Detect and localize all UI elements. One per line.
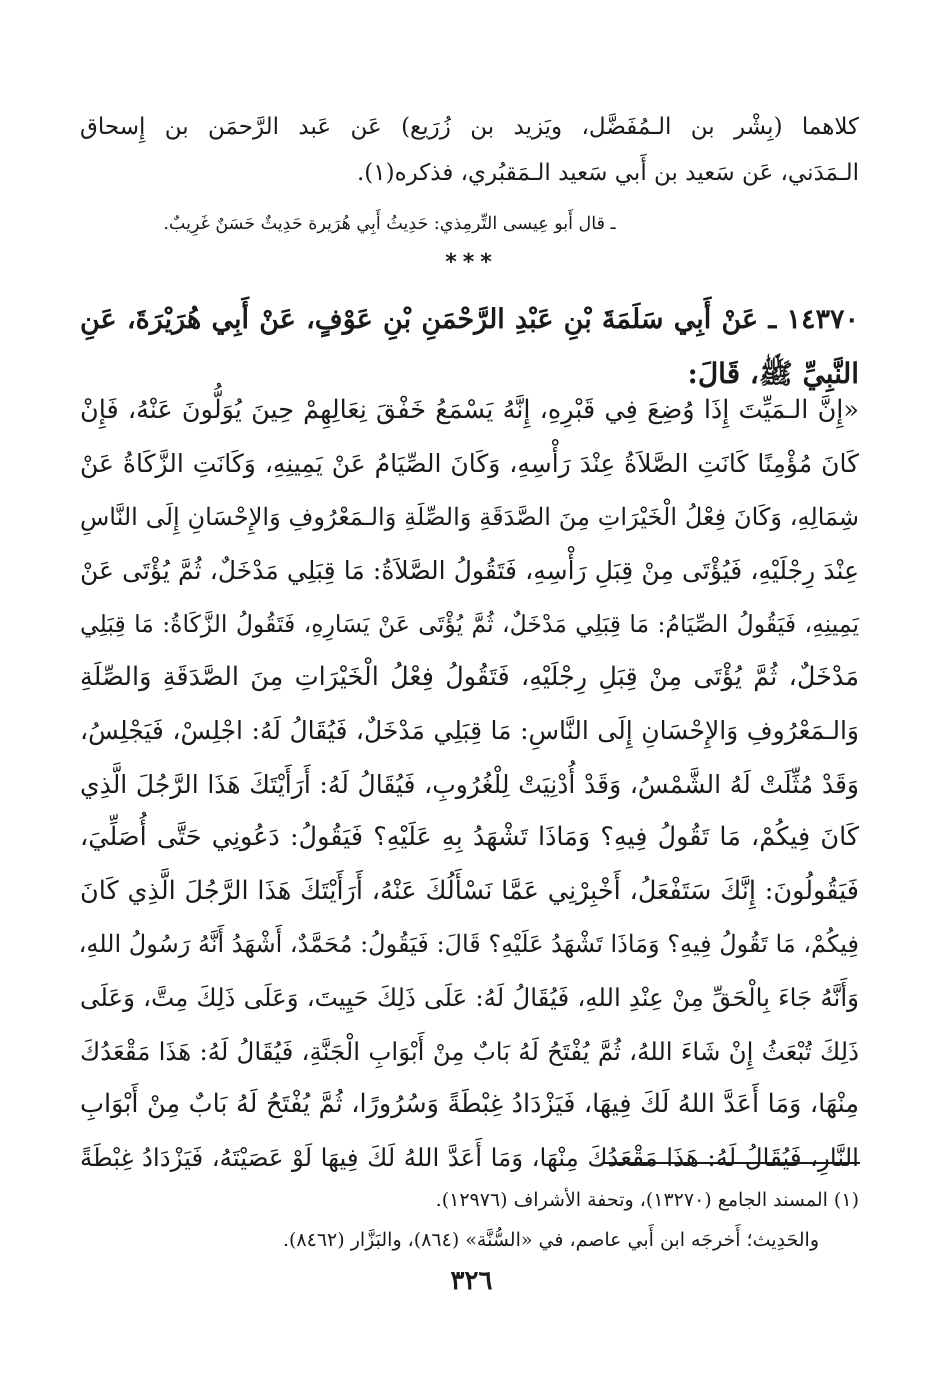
text-line: ذَلِكَ تُبْعَثُ إِنْ شَاءَ اللهُ، ثُمَّ يُفْتَحُ لَهُ بَابٌ مِنْ أَبْوَابِ الْجَنَّةِ، فَيُقَالُ لَهُ: هَذَا مَقْعَدُكَ <box>80 1036 859 1066</box>
text-line: مَدْخَلٌ، ثُمَّ يُؤْتَى مِنْ قِبَلِ رِجْلَيْهِ، فَتَقُولُ فِعْلُ الْخَيْرَاتِ مِنَ الصَّدَقَةِ وَالصِّلَةِ <box>80 661 859 692</box>
text-line: شِمَالِهِ، وَكَانَ فِعْلُ الْخَيْرَاتِ مِنَ الصَّدَقَةِ وَالصِّلَةِ وَالـمَعْرُوفِ وَالإِحْسَانِ إِلَى النَّاسِ <box>80 502 859 531</box>
hadith-body <box>80 384 859 1185</box>
tirmidhi-note <box>80 202 859 246</box>
footnotes <box>80 1180 859 1260</box>
footnote-line: (١) المسند الجامع (١٣٢٧٠)، وتحفة الأشراف (١٢٩٧٦). <box>435 1189 859 1211</box>
text-line: وَالـمَعْرُوفِ وَالإِحْسَانِ إِلَى النَّاسِ: مَا قِبَلِي مَدْخَلٌ، فَيُقَالُ لَهُ: اجْلِسْ، فَيَجْلِسُ، <box>80 716 859 746</box>
text-line: كَانَ فِيكُمْ، مَا تَقُولُ فِيهِ؟ وَمَاذَا تَشْهَدُ بِهِ عَلَيْهِ؟ فَيَقُولُ: دَعُونِي حَتَّى أُصَلِّيَ، <box>80 822 859 853</box>
text-line: «إِنَّ الـمَيِّتَ إِذَا وُضِعَ فِي قَبْرِهِ، إِنَّهُ يَسْمَعُ خَفْقَ نِعَالِهِمْ حِينَ يُوَلُّونَ عَنْهُ، فَإِنْ <box>80 395 859 425</box>
text-line: مِنْهَا، وَمَا أَعَدَّ اللهُ لَكَ فِيهَا، فَيَزْدَادُ غِبْطَةً وَسُرُورًا، ثُمَّ يُفْتَحُ لَهُ بَابٌ مِنْ أَبْوَابِ <box>80 1089 859 1120</box>
text-line: الـمَدَني، عَن سَعيد بن أَبي سَعيد الـمَقبُري، فذكره(١). <box>356 160 859 186</box>
text-line: النَّبِيِّ ﷺ، قَالَ: <box>687 357 859 390</box>
text-line: كلاهما (بِشْر بن الـمُفَضَّل، ويَزيد بن زُرَيع) عَن عَبد الرَّحمَن بن إِسحاق <box>80 114 859 140</box>
footnote-line: والحَدِيث؛ أَخرجَه ابن أَبي عاصم، في «السُّنَّة» (٨٦٤)، والبَزَّار (٨٤٦٢). <box>282 1229 819 1251</box>
text-line: يَمِينِهِ، فَيَقُولُ الصِّيَامُ: مَا قِبَلِي مَدْخَلٌ، ثُمَّ يُؤْتَى عَنْ يَسَارِهِ، فَتَقُولُ الزَّكَاةُ: مَا قِبَلِي <box>80 609 859 638</box>
text-line: ـ قال أَبو عِيسى التِّرمِذي: حَدِيثُ أَبِي هُرَيرة حَدِيثٌ حَسَنٌ غَرِيبٌ. <box>163 214 616 234</box>
text-line: فِيكُمْ، مَا تَقُولُ فِيهِ؟ وَمَاذَا تَشْهَدُ عَلَيْهِ؟ قَالَ: فَيَقُولُ: مُحَمَّدٌ، أَشْهَدُ أَنَّهُ رَسُولُ اللهِ، <box>78 929 859 958</box>
intro-paragraph <box>80 104 859 196</box>
text-line: وَأَنَّهُ جَاءَ بِالْحَقِّ مِنْ عِنْدِ اللهِ، فَيُقَالُ لَهُ: عَلَى ذَلِكَ حَيِيتَ، وَعَلَى ذَلِكَ مِتَّ، وَعَلَى <box>80 983 859 1013</box>
text-line: النَّارِ، فَيُقَالُ لَهُ: هَذَا مَقْعَدُكَ مِنْهَا، وَمَا أَعَدَّ اللهُ لَكَ فِيهَا لَوْ عَصَيْتَهُ، فَيَزْدَادُ غِبْطَةً <box>80 1143 859 1173</box>
text-line: فَيَقُولُونَ: إِنَّكَ سَتَفْعَلُ، أَخْبِرْنِي عَمَّا نَسْأَلُكَ عَنْهُ، أَرَأَيْتَكَ هَذَا الرَّجُلَ الَّذِي كَانَ <box>80 875 859 906</box>
page-number: ٣٢٦ <box>450 1266 493 1296</box>
text-line: ١٤٣٧٠ ـ عَنْ أَبِي سَلَمَةَ بْنِ عَبْدِ الرَّحْمَنِ بْنِ عَوْفٍ، عَنْ أَبِي هُرَيْرَةَ، عَنِ <box>80 304 859 335</box>
section-separator: *** <box>445 250 498 275</box>
footnote-divider <box>604 1162 860 1164</box>
text-line: كَانَ مُؤْمِنًا كَانَتِ الصَّلاَةُ عِنْدَ رَأْسِهِ، وَكَانَ الصِّيَامُ عَنْ يَمِينِهِ، وَكَانَتِ الزَّكَاةُ عَنْ <box>80 449 859 479</box>
text-line: عِنْدَ رِجْلَيْهِ، فَيُؤْتَى مِنْ قِبَلِ رَأْسِهِ، فَتَقُولُ الصَّلاَةُ: مَا قِبَلِي مَدْخَلٌ، ثُمَّ يُؤْتَى عَنْ <box>80 556 859 586</box>
text-line: وَقَدْ مُثِّلَتْ لَهُ الشَّمْسُ، وَقَدْ أُدْنِيَتْ لِلْغُرُوبِ، فَيُقَالُ لَهُ: أَرَأَيْتَكَ هَذَا الرَّجُلَ الَّذِي <box>80 769 859 799</box>
